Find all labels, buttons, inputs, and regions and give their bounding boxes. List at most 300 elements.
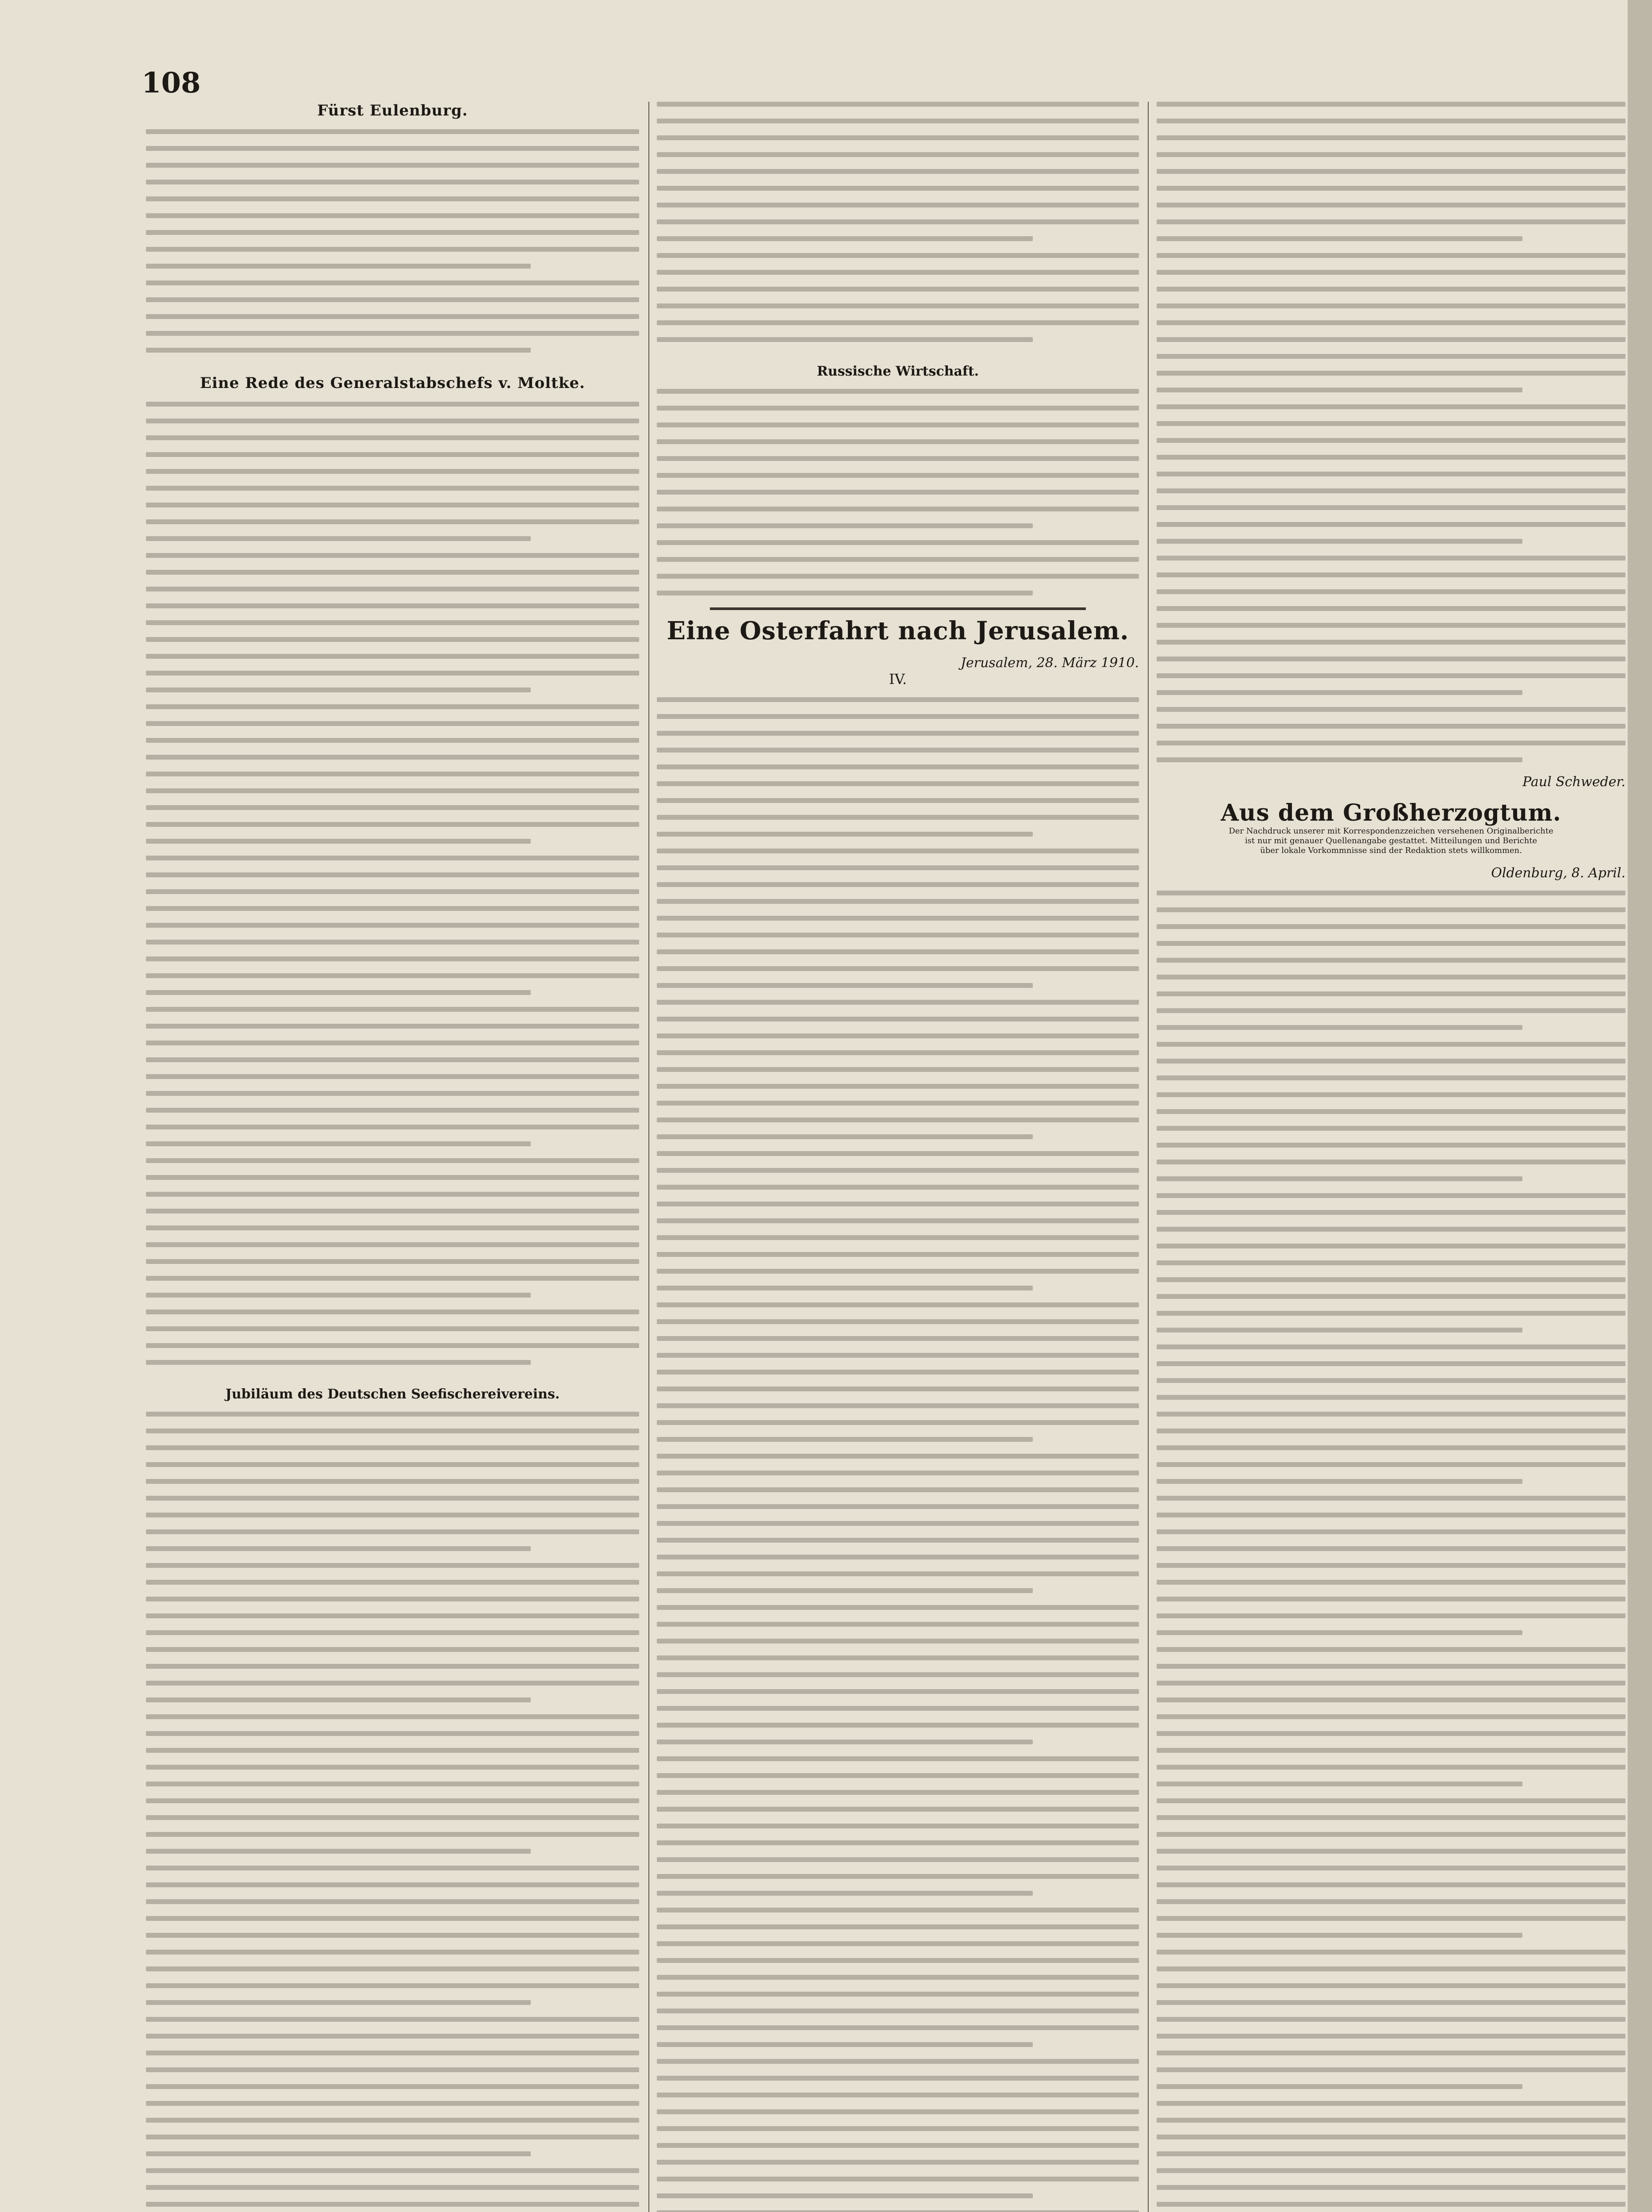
text-line — [146, 1580, 639, 1585]
text-line — [1157, 2051, 1625, 2055]
text-line — [657, 1773, 1139, 1778]
text-line — [146, 469, 639, 474]
text-line — [146, 620, 639, 625]
text-line — [657, 1840, 1139, 1845]
text-line — [146, 637, 639, 642]
text-line — [657, 1151, 1139, 1156]
text-line — [1157, 1260, 1625, 1265]
text-line — [657, 1386, 1139, 1391]
text-line — [657, 1454, 1139, 1459]
text-line — [1157, 1429, 1625, 1433]
reprint-notice-line2: ist nur mit genauer Quellenangabe gestattet. Mitteilungen und Berichte — [1245, 836, 1537, 845]
text-line — [657, 1706, 1139, 1711]
text-line — [1157, 1344, 1625, 1349]
text-line — [657, 1185, 1139, 1190]
text-line — [146, 1563, 639, 1568]
text-line — [146, 503, 639, 507]
text-line — [146, 1966, 639, 1971]
text-line — [657, 1437, 1033, 1442]
text-line — [657, 574, 1139, 579]
text-line — [657, 832, 1033, 837]
text-line — [1157, 1950, 1625, 1955]
page-edge-shadow — [1628, 0, 1652, 2212]
text-line — [1157, 1782, 1522, 1786]
text-line — [657, 1050, 1139, 1055]
text-line — [1157, 522, 1625, 527]
text-line — [146, 196, 639, 201]
text-line — [1157, 958, 1625, 963]
text-line — [146, 1513, 639, 1517]
text-line — [657, 473, 1139, 478]
text-line — [1157, 1731, 1625, 1736]
text-line — [146, 2202, 639, 2207]
text-line — [657, 933, 1139, 937]
text-line — [1157, 119, 1625, 123]
text-line — [1157, 1059, 1625, 1064]
text-line — [1157, 1109, 1625, 1114]
text-line — [1157, 1244, 1625, 1248]
text-line — [146, 2185, 639, 2190]
text-line — [146, 1242, 639, 1247]
text-line — [146, 146, 639, 151]
text-line — [1157, 1697, 1625, 1702]
text-line — [1157, 606, 1625, 611]
text-line — [146, 1074, 639, 1079]
text-line — [1157, 1866, 1625, 1870]
text-line — [657, 507, 1139, 511]
text-line — [146, 1933, 639, 1938]
text-line — [657, 1924, 1139, 1929]
text-line — [657, 849, 1139, 853]
text-line — [657, 1471, 1139, 1475]
text-line — [657, 490, 1139, 495]
text-line — [657, 916, 1139, 921]
text-line — [146, 1613, 639, 1618]
text-line — [657, 1740, 1033, 1744]
text-line — [146, 1815, 639, 1820]
text-line — [657, 1689, 1139, 1694]
text-line — [146, 1041, 639, 1045]
text-line — [1157, 1160, 1625, 1164]
text-line — [1157, 623, 1625, 628]
text-line — [657, 1370, 1139, 1375]
text-line — [146, 1546, 531, 1551]
text-line — [146, 923, 639, 928]
text-line — [146, 1293, 531, 1298]
text-line — [657, 2177, 1139, 2181]
text-line — [1157, 388, 1522, 392]
text-line — [657, 102, 1139, 107]
middle-column — [657, 102, 1139, 2212]
text-line — [146, 1343, 639, 1348]
text-line — [1157, 270, 1625, 275]
text-line — [1157, 371, 1625, 376]
article-body-moltke — [146, 402, 639, 1365]
text-line — [1157, 2202, 1625, 2207]
text-line — [657, 1521, 1139, 1526]
text-line — [146, 331, 639, 336]
text-line — [657, 2160, 1139, 2165]
text-line — [146, 1429, 639, 1433]
text-line — [1157, 1042, 1625, 1047]
text-line — [657, 714, 1139, 719]
text-line — [1157, 421, 1625, 426]
text-line — [657, 203, 1139, 207]
text-line — [1157, 1613, 1625, 1618]
text-line — [1157, 1176, 1522, 1181]
text-line — [1157, 1143, 1625, 1148]
text-line — [657, 1723, 1139, 1728]
feature-body-osterfahrt-cont — [1157, 102, 1625, 762]
text-line — [146, 163, 639, 168]
reprint-notice-line1: Der Nachdruck unserer mit Korrespondenzzeichen versehenen Originalberichte — [1229, 826, 1553, 836]
text-line — [146, 1175, 639, 1180]
text-line — [1157, 589, 1625, 594]
text-line — [146, 889, 639, 894]
text-line — [1157, 505, 1625, 510]
text-line — [657, 219, 1139, 224]
text-line — [146, 2084, 639, 2089]
text-line — [146, 264, 531, 269]
text-line — [657, 798, 1139, 803]
text-line — [1157, 169, 1625, 174]
text-line — [1157, 941, 1625, 946]
feature-body-osterfahrt — [657, 697, 1139, 2212]
text-line — [146, 738, 639, 743]
text-line — [146, 603, 639, 608]
text-line — [657, 1874, 1139, 1879]
text-line — [657, 1487, 1139, 1492]
text-line — [657, 1302, 1139, 1307]
text-line — [657, 1908, 1139, 1912]
text-line — [1157, 303, 1625, 308]
text-line — [1157, 1412, 1625, 1417]
text-line — [1157, 2067, 1625, 2072]
text-line — [146, 1798, 639, 1803]
text-line — [146, 486, 639, 491]
text-line — [657, 169, 1139, 174]
text-line — [146, 2034, 639, 2039]
text-line — [146, 2051, 639, 2055]
local-dateline: Oldenburg, 8. April. — [1491, 865, 1625, 881]
text-line — [657, 1504, 1139, 1509]
text-line — [146, 1731, 639, 1736]
text-line — [146, 1832, 639, 1837]
text-line — [1157, 2000, 1625, 2005]
text-line — [657, 1790, 1139, 1795]
text-line — [1157, 1630, 1522, 1635]
text-line — [657, 253, 1139, 258]
text-line — [657, 2008, 1139, 2013]
text-line — [146, 973, 639, 978]
text-line — [146, 2168, 639, 2173]
text-line — [657, 1067, 1139, 1072]
text-line — [1157, 1025, 1522, 1030]
text-line — [657, 781, 1139, 786]
text-line — [657, 1555, 1139, 1559]
text-line — [1157, 1546, 1625, 1551]
text-line — [1157, 2168, 1625, 2173]
text-line — [146, 314, 639, 319]
text-line — [1157, 1580, 1625, 1585]
text-line — [1157, 1378, 1625, 1383]
text-line — [146, 805, 639, 810]
text-line — [1157, 1328, 1522, 1333]
page-number: 108 — [142, 66, 201, 100]
text-line — [1157, 354, 1625, 359]
text-line — [1157, 1597, 1625, 1601]
text-line — [1157, 1227, 1625, 1232]
text-line — [1157, 1714, 1625, 1719]
text-line — [146, 1479, 639, 1484]
reprint-notice-line3: über lokale Vorkommnisse sind der Redaktion stets willkommen. — [1260, 846, 1522, 855]
text-line — [1157, 253, 1625, 258]
text-line — [146, 1866, 639, 1870]
text-line — [1157, 488, 1625, 493]
text-line — [657, 1672, 1139, 1677]
column-rule-left — [648, 102, 649, 2212]
text-line — [146, 990, 531, 995]
text-line — [1157, 2017, 1625, 2022]
text-line — [146, 1849, 531, 1854]
text-line — [1157, 236, 1522, 241]
text-line — [657, 1622, 1139, 1627]
text-line — [146, 2135, 639, 2139]
text-line — [146, 536, 531, 541]
text-line — [146, 1597, 639, 1601]
text-line — [657, 1655, 1139, 1660]
text-line — [1157, 438, 1625, 443]
text-line — [1157, 891, 1625, 895]
text-line — [146, 704, 639, 709]
text-line — [146, 906, 639, 911]
text-line — [657, 1000, 1139, 1005]
text-line — [657, 815, 1139, 820]
text-line — [657, 287, 1139, 292]
text-line — [146, 1697, 531, 1702]
text-line — [146, 822, 639, 827]
text-line — [657, 1084, 1139, 1089]
text-line — [657, 764, 1139, 769]
text-line — [1157, 975, 1625, 979]
text-line — [146, 2067, 639, 2072]
text-line — [657, 135, 1139, 140]
text-line — [1157, 1647, 1625, 1652]
text-line — [1157, 1462, 1625, 1467]
article-body-russische-wirtschaft — [657, 389, 1139, 595]
section-title-grossherzogtum: Aus dem Großherzogtum. — [1221, 799, 1561, 826]
text-line — [146, 1529, 639, 1534]
text-line — [146, 435, 639, 440]
article-title-russische-wirtschaft: Russische Wirtschaft. — [816, 364, 979, 379]
text-line — [657, 236, 1033, 241]
text-line — [146, 1024, 639, 1029]
text-line — [146, 1664, 639, 1669]
text-line — [146, 1158, 639, 1163]
text-line — [1157, 2185, 1625, 2190]
text-line — [146, 671, 639, 676]
text-line — [657, 1857, 1139, 1862]
text-line — [1157, 287, 1625, 292]
text-line — [657, 186, 1139, 191]
text-line — [1157, 2101, 1625, 2106]
text-line — [146, 1496, 639, 1501]
text-line — [1157, 907, 1625, 912]
text-line — [657, 540, 1139, 545]
text-line — [657, 270, 1139, 275]
text-line — [1157, 741, 1625, 745]
text-line — [1157, 2135, 1625, 2139]
text-line — [1157, 1815, 1625, 1820]
text-line — [1157, 135, 1625, 140]
text-line — [146, 721, 639, 726]
text-line — [1157, 1748, 1625, 1753]
text-line — [146, 553, 639, 558]
text-line — [657, 1639, 1139, 1644]
text-line — [657, 1756, 1139, 1761]
text-line — [146, 856, 639, 860]
text-line — [146, 1125, 639, 1129]
text-line — [146, 2000, 531, 2005]
article-body-eulenburg — [146, 129, 639, 353]
text-line — [657, 1891, 1033, 1896]
text-line — [657, 2126, 1139, 2131]
text-line — [146, 1007, 639, 1012]
text-line — [146, 1681, 639, 1686]
text-line — [146, 2118, 639, 2123]
text-line — [1157, 1513, 1625, 1517]
text-line — [1157, 2034, 1625, 2039]
text-line — [146, 1225, 639, 1230]
text-line — [657, 2143, 1139, 2148]
text-line — [1157, 1681, 1625, 1686]
text-line — [1157, 320, 1625, 325]
text-line — [657, 406, 1139, 411]
text-line — [1157, 2118, 1625, 2123]
article-body-roosevelt-cont — [657, 102, 1139, 342]
text-line — [1157, 203, 1625, 207]
text-line — [1157, 1210, 1625, 1215]
text-line — [1157, 152, 1625, 157]
text-line — [146, 788, 639, 793]
text-line — [146, 297, 639, 302]
text-line — [146, 755, 639, 760]
text-line — [146, 1462, 639, 1467]
text-line — [146, 1950, 639, 1955]
text-line — [657, 2093, 1139, 2097]
text-line — [1157, 404, 1625, 409]
text-line — [1157, 1765, 1625, 1770]
text-line — [146, 1714, 639, 1719]
text-line — [1157, 1092, 1625, 1097]
text-line — [1157, 673, 1625, 678]
text-line — [146, 1882, 639, 1887]
text-line — [146, 772, 639, 776]
left-column — [146, 102, 639, 2212]
text-line — [657, 1235, 1139, 1240]
text-line — [657, 2193, 1033, 2198]
text-line — [146, 1748, 639, 1753]
text-line — [657, 1101, 1139, 1106]
text-line — [657, 697, 1139, 702]
text-line — [657, 1605, 1139, 1610]
text-line — [1157, 1933, 1522, 1938]
text-line — [657, 337, 1033, 342]
text-line — [146, 1782, 639, 1786]
text-line — [657, 1252, 1139, 1257]
text-line — [657, 1033, 1139, 1038]
text-line — [146, 1209, 639, 1214]
text-line — [1157, 757, 1522, 762]
right-column — [1157, 102, 1625, 2212]
text-line — [657, 1975, 1139, 1980]
text-line — [657, 899, 1139, 904]
text-line — [146, 654, 639, 659]
text-line — [1157, 472, 1625, 476]
text-line — [146, 2017, 639, 2022]
text-line — [146, 1141, 531, 1146]
text-line — [1157, 1849, 1625, 1854]
text-line — [657, 1941, 1139, 1946]
text-line — [1157, 724, 1625, 729]
text-line — [1157, 219, 1625, 224]
text-line — [1157, 186, 1625, 191]
text-line — [146, 1445, 639, 1450]
text-line — [1157, 1882, 1625, 1887]
text-line — [1157, 707, 1625, 712]
text-line — [146, 180, 639, 184]
text-line — [1157, 1311, 1625, 1316]
text-line — [657, 1168, 1139, 1173]
text-line — [146, 956, 639, 961]
text-line — [1157, 640, 1625, 645]
text-line — [1157, 1563, 1625, 1568]
text-line — [657, 1269, 1139, 1274]
text-line — [657, 865, 1139, 870]
text-line — [1157, 1983, 1625, 1988]
divider — [710, 607, 1086, 610]
text-line — [1157, 1445, 1625, 1450]
text-line — [146, 419, 639, 423]
text-line — [146, 872, 639, 877]
text-line — [657, 2109, 1139, 2114]
text-line — [146, 839, 531, 844]
text-line — [657, 1017, 1139, 1022]
text-line — [1157, 1832, 1625, 1837]
text-line — [146, 348, 531, 353]
text-line — [657, 882, 1139, 887]
text-line — [146, 1630, 639, 1635]
text-line — [657, 152, 1139, 157]
text-line — [1157, 1361, 1625, 1366]
text-line — [657, 1571, 1139, 1576]
text-line — [146, 1108, 639, 1113]
text-line — [657, 119, 1139, 123]
text-line — [1157, 1664, 1625, 1669]
text-line — [657, 523, 1033, 528]
text-line — [657, 1958, 1139, 1963]
text-line — [657, 1218, 1139, 1223]
text-line — [146, 1091, 639, 1096]
text-line — [1157, 657, 1625, 661]
text-line — [146, 1412, 639, 1417]
feature-title-osterfahrt: Eine Osterfahrt nach Jerusalem. — [667, 616, 1129, 645]
text-line — [146, 940, 639, 945]
article-body-jubilaeum — [146, 1412, 639, 2212]
text-line — [146, 1916, 639, 1921]
text-line — [1157, 1294, 1625, 1299]
text-line — [657, 2025, 1139, 2030]
